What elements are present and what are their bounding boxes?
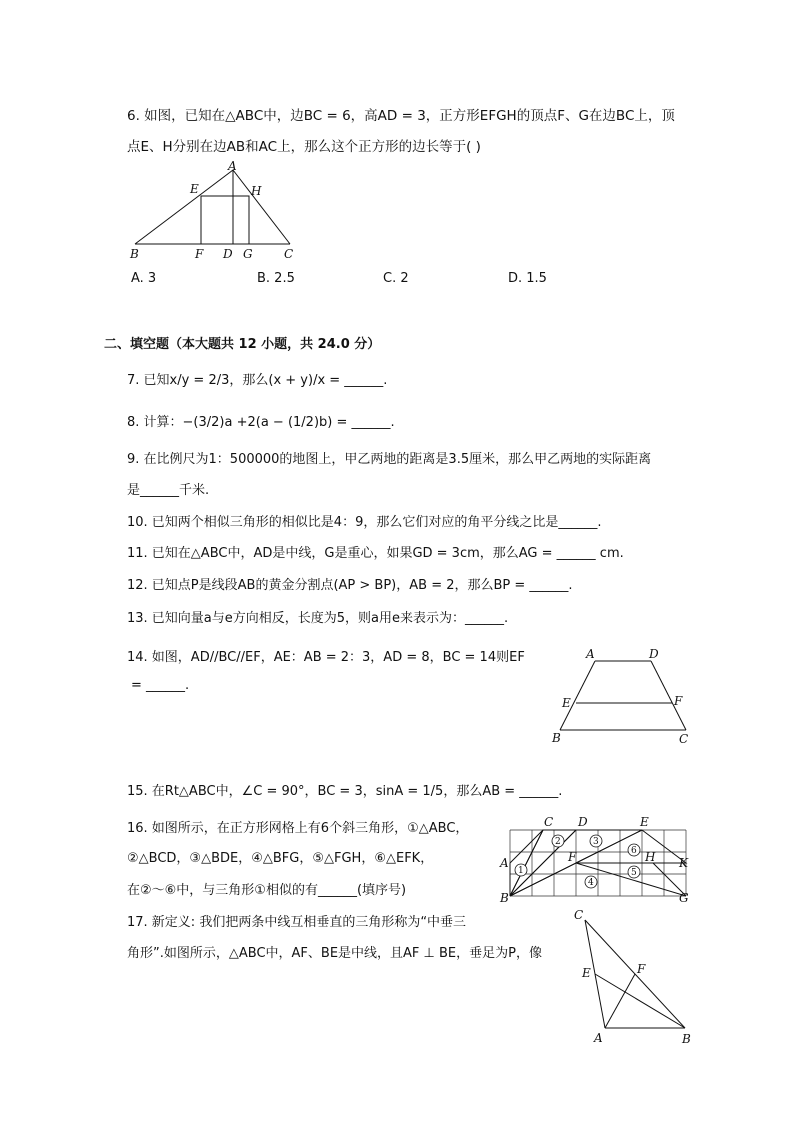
q6-label-A: A [228, 159, 237, 173]
q16-label-K: K [679, 856, 688, 870]
q16-circle-1: 1 [518, 866, 524, 876]
q14-label-F: F [674, 694, 683, 708]
q6-option-b[interactable]: B. 2.5 [257, 271, 295, 286]
q14-label-B: B [552, 731, 561, 745]
q6-label-E: E [190, 182, 199, 196]
q10-text: 10. 已知两个相似三角形的相似比是4：9，那么它们对应的角平分线之比是______. [127, 515, 602, 530]
q16-grid-figure [498, 810, 698, 910]
q14-label-D: D [649, 647, 659, 661]
q16-label-D: D [578, 815, 588, 829]
q6-label-H: H [251, 184, 262, 198]
q16-circle-6: 6 [631, 846, 637, 856]
q17-line1: 17. 新定义: 我们把两条中线互相垂直的三角形称为“中垂三 [127, 915, 467, 930]
q14-figure [548, 644, 698, 750]
q16-label-H: H [645, 850, 656, 864]
q6-label-F: F [195, 247, 204, 261]
q17-label-B: B [682, 1032, 691, 1046]
q17-label-E: E [582, 966, 591, 980]
q16-label-B: B [500, 891, 509, 905]
q16-label-E: E [640, 815, 649, 829]
q14-line1: 14. 如图，AD//BC//EF，AE：AB = 2：3，AD = 8，BC = 14则EF [127, 650, 525, 665]
q6-figure [120, 158, 310, 264]
q16-circle-2: 2 [555, 837, 561, 847]
section-heading: 二、填空题（本大题共 12 小题，共 24.0 分） [104, 337, 381, 352]
q6-option-d[interactable]: D. 1.5 [508, 271, 547, 286]
q6-option-c[interactable]: C. 2 [383, 271, 409, 286]
q6-line1: 6. 如图，已知在△ABC中，边BC = 6，高AD = 3，正方形EFGH的顶点F、G在边BC上，顶 [127, 108, 675, 124]
q16-line2: ②△BCD，③△BDE，④△BFG，⑤△FGH，⑥△EFK， [127, 851, 434, 866]
q16-line3: 在②～⑥中，与三角形①相似的有______(填序号) [127, 883, 407, 898]
q16-circle-5: 5 [631, 868, 637, 878]
q16-label-G: G [679, 891, 689, 905]
q15-text: 15. 在Rt△ABC中，∠C = 90°，BC = 3，sinA = 1/5，那么AB = ______. [127, 784, 563, 799]
q6-label-G: G [243, 247, 253, 261]
q6-label-D: D [223, 247, 233, 261]
q16-line1: 16. 如图所示，在正方形网格上有6个斜三角形，①△ABC， [127, 821, 469, 836]
q6-label-B: B [130, 247, 139, 261]
q16-label-C: C [544, 815, 554, 829]
q16-circle-4: 4 [588, 878, 594, 888]
q7-text: 7. 已知x/y = 2/3，那么(x + y)/x = ______. [127, 373, 388, 388]
q6-line2: 点E、H分别在边AB和AC上，那么这个正方形的边长等于( ) [127, 139, 481, 155]
q17-label-A: A [594, 1031, 603, 1045]
q16-label-F: F [568, 850, 577, 864]
q6-option-a[interactable]: A. 3 [131, 271, 157, 286]
q17-label-F: F [637, 962, 646, 976]
q17-label-C: C [574, 908, 584, 922]
q9-line2: 是______千米. [127, 483, 210, 498]
q14-label-E: E [562, 696, 571, 710]
q8-text: 8. 计算：−(3/2)a +2(a − (1/2)b) = ______. [127, 415, 395, 430]
q14-label-A: A [586, 647, 595, 661]
q12-text: 12. 已知点P是线段AB的黄金分割点(AP > BP)，AB = 2，那么BP = ______. [127, 578, 573, 593]
q11-text: 11. 已知在△ABC中，AD是中线，G是重心，如果GD = 3cm，那么AG = ______ cm. [127, 546, 624, 561]
q13-text: 13. 已知向量a与e方向相反，长度为5，则a用e来表示为：______. [127, 611, 509, 626]
q6-label-C: C [284, 247, 294, 261]
q17-line2: 角形”.如图所示，△ABC中，AF、BE是中线，且AF ⊥ BE，垂足为P，像 [127, 946, 542, 961]
q16-circle-3: 3 [593, 837, 599, 847]
q14-label-C: C [679, 732, 689, 746]
q14-line2: = ______. [131, 678, 190, 693]
q16-label-A: A [500, 856, 509, 870]
q17-figure [568, 905, 698, 1050]
q9-line1: 9. 在比例尺为1：500000的地图上，甲乙两地的距离是3.5厘米，那么甲乙两地的实际距离 [127, 452, 652, 467]
